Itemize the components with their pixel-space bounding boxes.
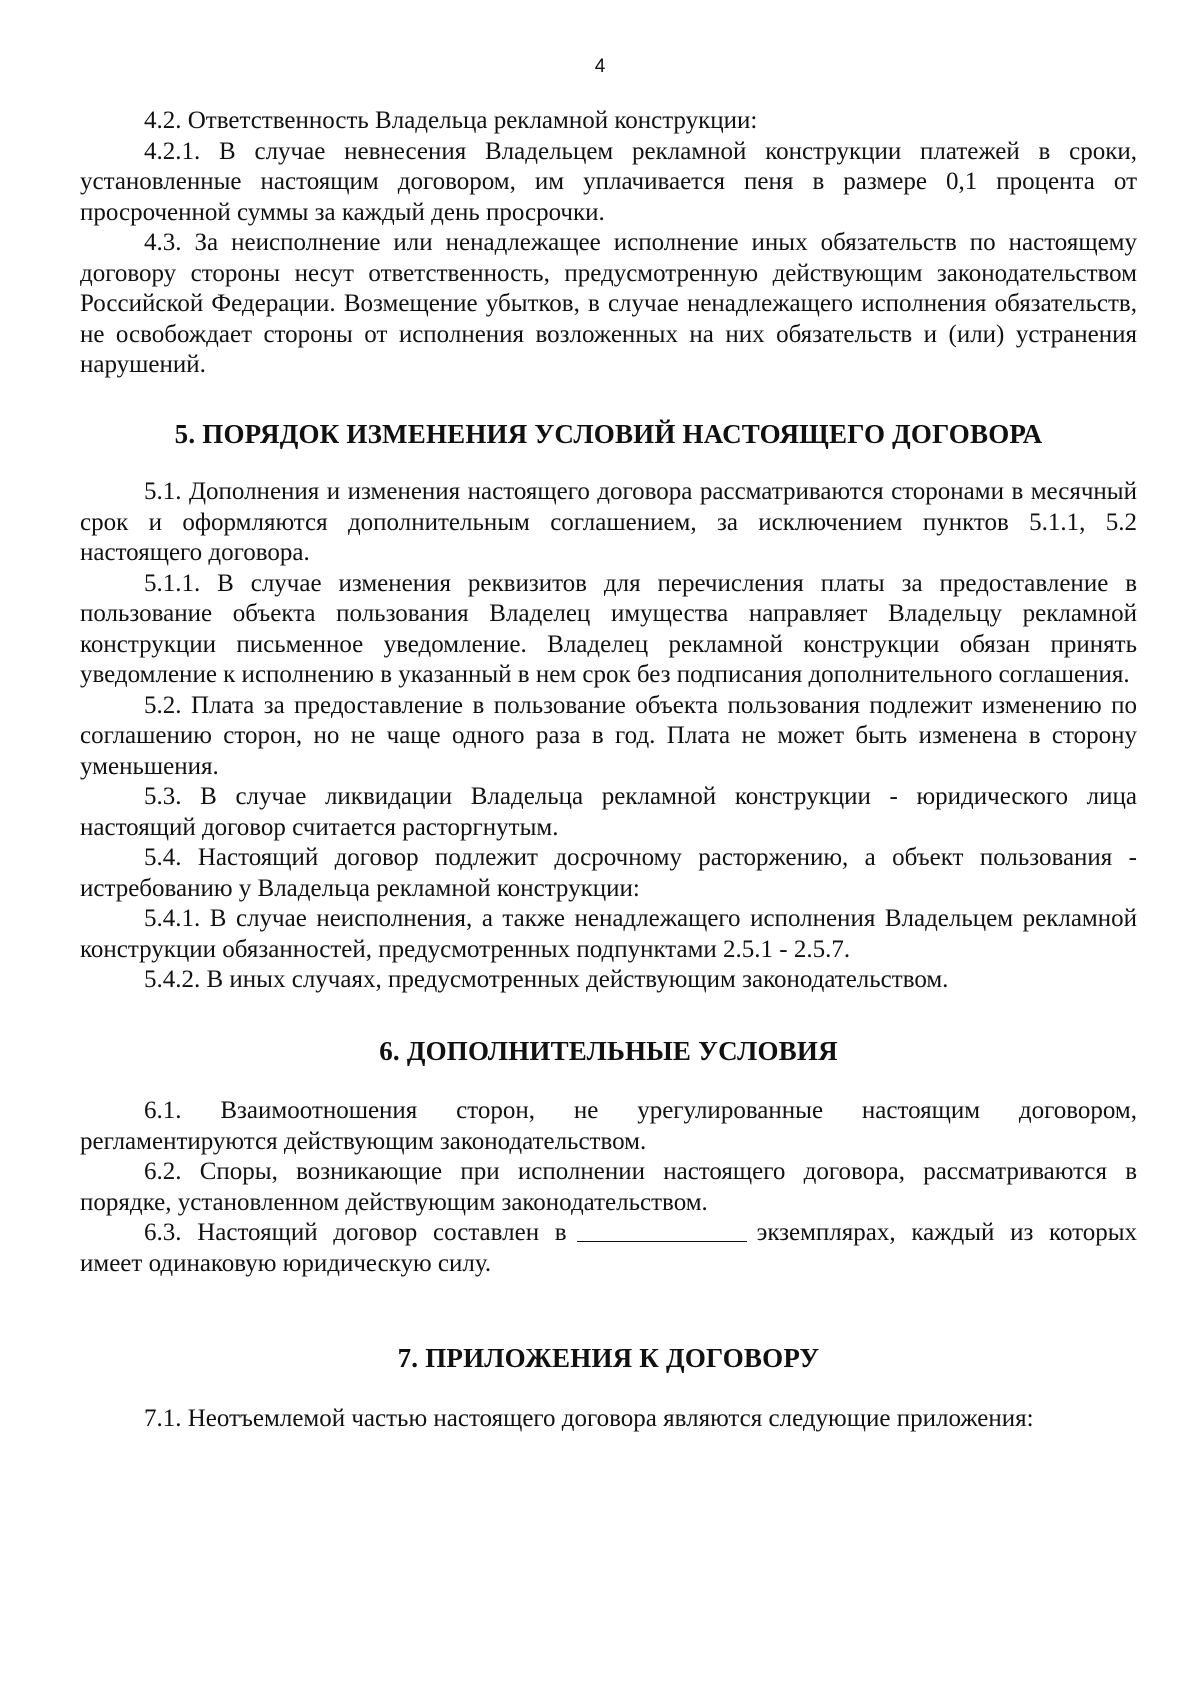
clause-7-1: 7.1. Неотъемлемой частью настоящего договора являются следующие приложения: xyxy=(144,1404,1034,1432)
document-body xyxy=(80,106,1137,1434)
page-number: 4 xyxy=(594,56,606,77)
clause-4-3: 4.3. За неисполнение или ненадлежащее исполнение иных обязательств по настоящему договору стороны несут ответственность, предусмотренную действующим законодательством Российской Федерации. Возмещение убытков, в случае ненадлежащего исполнения обязательств, не освобождает стороны от исполнения возложенных на них обязательств и (или) устранения нарушений. xyxy=(80,229,1137,378)
clause-5-3: 5.3. В случае ликвидации Владельца рекламной конструкции - юридического лица настоящий договор считается расторгнутым. xyxy=(80,783,1137,841)
clause-5-4-1: 5.4.1. В случае неисполнения, а также ненадлежащего исполнения Владельцем рекламной конструкции обязанностей, предусмотренных подпунктами 2.5.1 - 2.5.7. xyxy=(80,905,1137,963)
clause-6-1: 6.1. Взаимоотношения сторон, не урегулированные настоящим договором, регламентируются действующим законодательством. xyxy=(80,1097,1137,1155)
clause-6-3 xyxy=(80,1218,1137,1279)
clause-4-2: 4.2. Ответственность Владельца рекламной конструкции: xyxy=(144,107,758,134)
clause-4-2-1: 4.2.1. В случае невнесения Владельцем рекламной конструкции платежей в сроки, установленные настоящим договором, им уплачивается пеня в размере 0,1 процента от просроченной суммы за каждый день просрочки. xyxy=(80,137,1137,226)
section-6-heading: 6. ДОПОЛНИТЕЛЬНЫЕ УСЛОВИЯ xyxy=(379,1035,838,1066)
copies-count-blank xyxy=(577,1219,747,1242)
clause-6-3-end: экземплярах, каждый из которых имеет одинаковую юридическую силу. xyxy=(80,1219,1138,1277)
clause-5-4: 5.4. Настоящий договор подлежит досрочному расторжению, а объект пользования - истребованию у Владельца рекламной конструкции: xyxy=(80,844,1137,902)
clause-5-1: 5.1. Дополнения и изменения настоящего договора рассматриваются сторонами в месячный срок и оформляются дополнительным соглашением, за исключением пунктов 5.1.1, 5.2 настоящего договора. xyxy=(80,478,1137,566)
clause-5-2: 5.2. Плата за предоставление в пользование объекта пользования подлежит изменению по соглашению сторон, но не чаще одного раза в год. Плата не может быть изменена в сторону уменьшения. xyxy=(80,691,1137,780)
section-5-heading: 5. ПОРЯДОК ИЗМЕНЕНИЯ УСЛОВИЙ НАСТОЯЩЕГО ДОГОВОРА xyxy=(174,418,1043,449)
section-7-heading: 7. ПРИЛОЖЕНИЯ К ДОГОВОРУ xyxy=(397,1343,820,1373)
clause-6-3-start: 6.3. Настоящий договор составлен в xyxy=(144,1219,567,1246)
clause-5-1-1: 5.1.1. В случае изменения реквизитов для перечисления платы за предоставление в пользование объекта пользования Владелец имущества направляет Владельцу рекламной конструкции письменное уведомление. Владелец рекламной конструкции обязан принять уведомление к исполнению в указанный в нем срок без подписания дополнительного соглашения. xyxy=(80,569,1137,688)
clause-6-2: 6.2. Споры, возникающие при исполнении настоящего договора, рассматриваются в порядке, установленном действующим законодательством. xyxy=(80,1158,1137,1216)
clause-5-4-2: 5.4.2. В иных случаях, предусмотренных действующим законодательством. xyxy=(144,966,949,993)
